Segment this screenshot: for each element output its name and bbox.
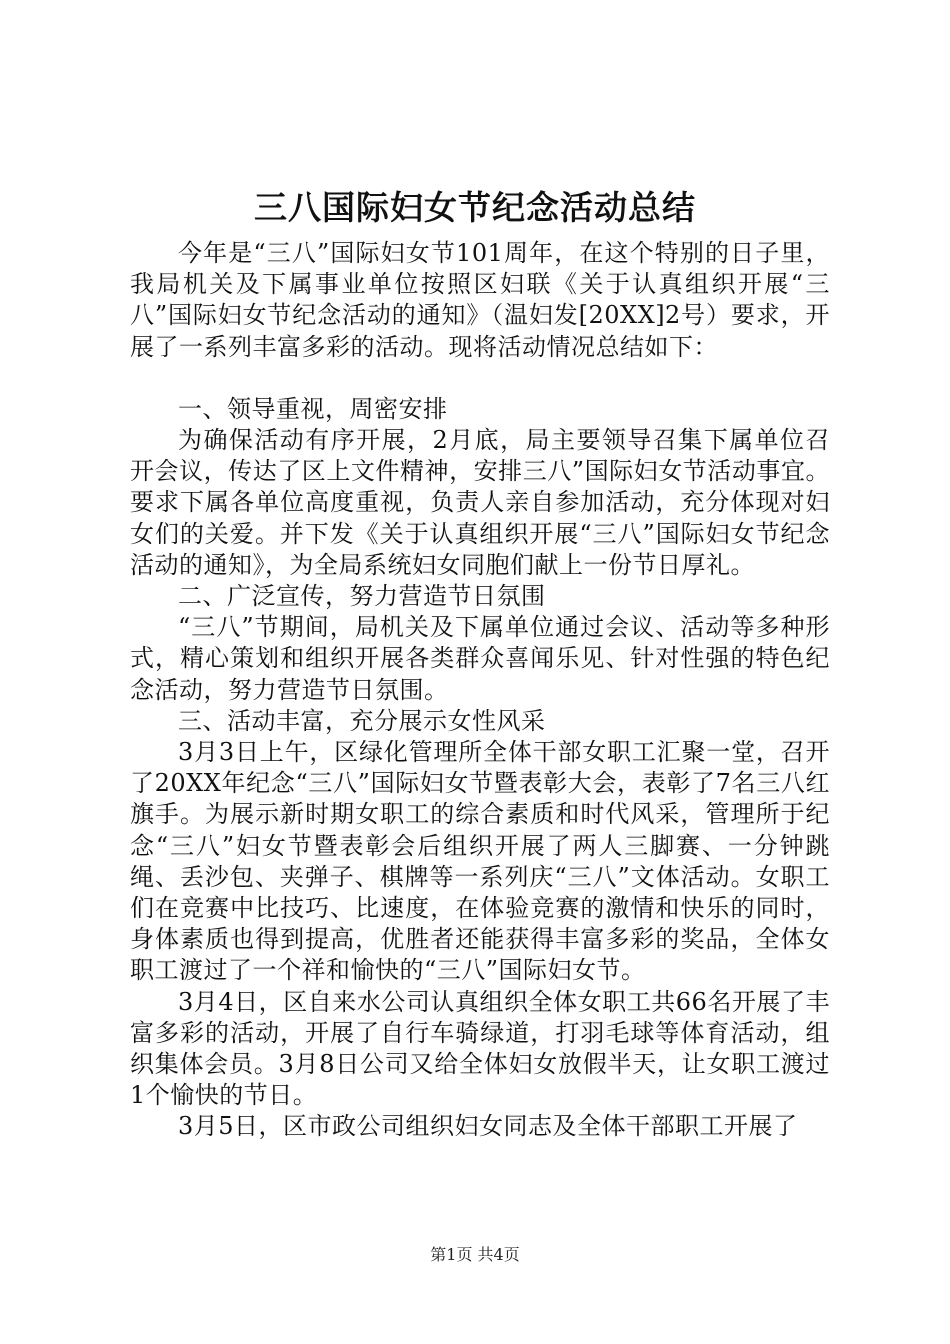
section-3-paragraph-1: 3月3日上午，区绿化管理所全体干部女职工汇聚一堂，召开了20XX年纪念“三八”国际妇女节暨表彰大会，表彰了7名三八红旗手。为展示新时期女职工的综合素质和时代风采，管理所于纪念“三八”妇女节暨表彰会后组织开展了两人三脚赛、一分钟跳绳、丢沙包、夹弹子、棋牌等一系列庆“三八”文体活动。女职工们在竞赛中比技巧、比速度，在体验竞赛的激情和快乐的同时，身体素质也得到提高，优胜者还能获得丰富多彩的奖品，全体女职工渡过了一个祥和愉快的“三八”国际妇女节。 xyxy=(130,738,830,985)
section-heading-3: 三、活动丰富，充分展示女性风采 xyxy=(178,706,546,735)
section-3-paragraph-2: 3月4日，区自来水公司认真组织全体女职工共66名开展了丰富多彩的活动，开展了自行车骑绿道，打羽毛球等体育活动，组织集体会员。3月8日公司又给全体妇女放假半天，让女职工渡过1个愉快的节日。 xyxy=(130,987,830,1110)
page-footer: 第1页 共4页 xyxy=(430,1245,520,1264)
intro-paragraph: 今年是“三八”国际妇女节101周年，在这个特别的日子里，我局机关及下属事业单位按照区妇联《关于认真组织开展“三八”国际妇女节纪念活动的通知》（温妇发[20XX]2号）要求，开展了一系列丰富多彩的活动。现将活动情况总结如下： xyxy=(130,239,830,361)
section-heading-1: 一、领导重视，周密安排 xyxy=(178,394,448,423)
document-title: 三八国际妇女节纪念活动总结 xyxy=(254,188,696,227)
section-2-paragraph: “三八”节期间，局机关及下属单位通过会议、活动等多种形式，精心策划和组织开展各类群众喜闻乐见、针对性强的特色纪念活动，努力营造节日氛围。 xyxy=(130,613,830,704)
section-heading-2: 二、广泛宣传，努力营造节日氛围 xyxy=(178,582,546,611)
section-3-paragraph-3: 3月5日，区市政公司组织妇女同志及全体干部职工开展了 xyxy=(178,1112,798,1141)
document-body xyxy=(130,238,830,1143)
section-1-paragraph: 为确保活动有序开展，2月底，局主要领导召集下属单位召开会议，传达了区上文件精神，安排三八”国际妇女节活动事宜。要求下属各单位高度重视，负责人亲自参加活动，充分体现对妇女们的关爱。并下发《关于认真组织开展“三八”国际妇女节纪念活动的通知》，为全局系统妇女同胞们献上一份节日厚礼。 xyxy=(130,426,830,579)
